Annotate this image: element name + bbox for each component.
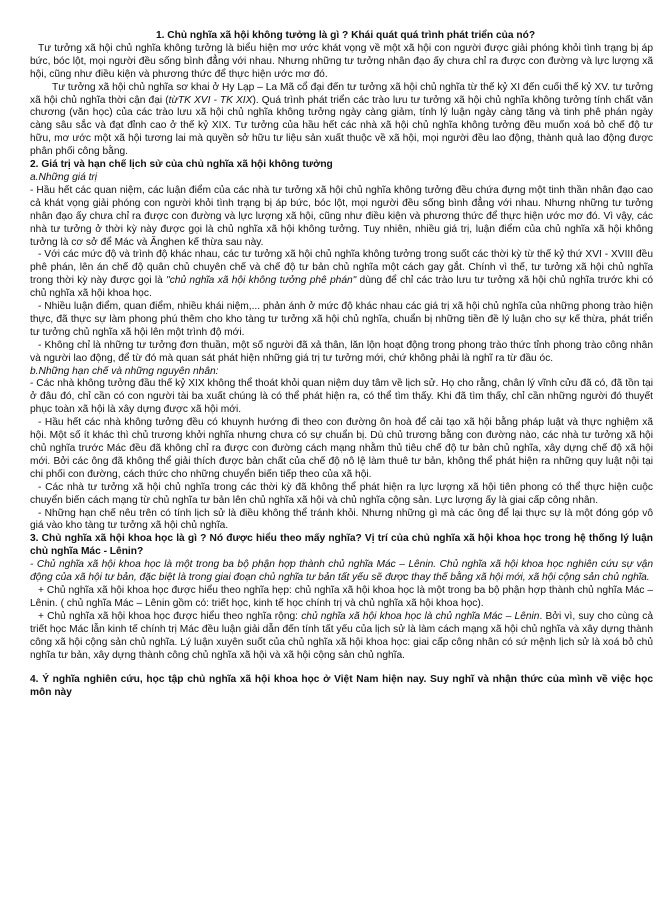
section-2-paragraph: - Hầu hết các nhà không tưởng đều có khuynh hướng đi theo con đường ôn hoà để cải tạo xã hội bằng pháp luật và thực nghiệm xã hội. Một số ít khác thì chủ trương khởi nghĩa nhưng chưa có sự chuẩn bị. Dù chủ trương bằng con đường nào, các nhà tư tưởng xã hội chủ nghĩa trước Mác đều đã không chỉ ra được con đường cách mạng nhằm thủ tiêu chế độ tư bản chủ nghĩa, xây dựng chế độ xã hội mới. Bởi các ông đã không thể giải thích được bản chất của chế độ nô lệ làm thuê tư bản, không thể phát hiện ra những quy luật nội tại chi phối con đường, cách thức cho những chuyển biến tiếp theo của xã hội. [30, 417, 653, 480]
section-3-paragraph: + Chủ nghĩa xã hội khoa học được hiểu theo nghĩa hẹp: chủ nghĩa xã hội khoa học là một trong ba bộ phận hợp thành chủ nghĩa Mác – Lênin. ( chủ nghĩa Mác – Lênin gồm có: triết học, kinh tế học chính trị và chủ nghĩa xã hội khoa học). [30, 584, 653, 609]
text-run: . Bởi vì, suy cho cùng cả triết học Mác lẫn kinh tế chính trị Mác đều luận giải dẫn đến tính tất yếu của lịch sử là làm cách mạng xã hội chủ nghĩa và xây dựng thành công xã hội cộng sản chủ nghĩa. Lý luận xuyên suốt của chủ nghĩa xã hội khoa học: giai cấp công nhân có sứ mệnh lịch sử là xoá bỏ chủ nghĩa tư bản, xây dựng thành công chủ nghĩa xã hội và xã hội cộng sản chủ nghĩa. [30, 610, 653, 661]
section-2-title: 2. Giá trị và hạn chế lịch sử của chủ nghĩa xã hội không tưởng [30, 159, 333, 171]
text-run: - Với các mức độ và trình độ khác nhau, các tư tưởng xã hội chủ nghĩa không tưởng trong suốt các thời kỳ từ thế kỷ thứ XVI - XVIII đều phê phán, lên án chế độ quân chủ chuyên chế và chế độ tư bản chủ nghĩa một cách gay gắt. Chính vì thế, tư tưởng xã hội chủ nghĩa trong thời kỳ này được gọi là [30, 249, 653, 287]
subsection-a-heading: a.Những giá trị [30, 171, 98, 183]
section-3-paragraph: - Chủ nghĩa xã hội khoa học là một trong ba bộ phận hợp thành chủ nghĩa Mác – Lênin. Chủ nghĩa xã hội khoa học nghiên cứu sự vận động của xã hội tư bản, đặc biệt là trong giai đoạn chủ nghĩa tư bản tất yếu sẽ được thay thế bằng xã hội mới, xã hội cộng sản chủ nghĩa. [30, 559, 653, 584]
italic-run: từTK XVI - TK XIX [168, 94, 253, 106]
section-2-paragraph: - Các nhà không tưởng đầu thế kỷ XIX không thể thoát khỏi quan niệm duy tâm về lịch sử. Họ cho rằng, chân lý vĩnh cửu đã có, đã tồn tại ở đâu đó, chỉ cần có con người tài ba xuất chúng là có thể phát hiện ra, có thể tìm thấy. Khi đã tìm thấy, chỉ cần những người đó thuyết phục toàn xã hội là xây dựng được xã hội mới. [30, 378, 653, 416]
section-3-paragraph [30, 611, 653, 663]
text-run: + Chủ nghĩa xã hội khoa học được hiểu theo nghĩa rộng: [38, 610, 302, 622]
section-3-title: 3. Chủ nghĩa xã hội khoa học là gì ? Nó được hiểu theo mấy nghĩa? Vị trí của chủ nghĩa xã hội khoa học trong hệ thống lý luận chủ nghĩa Mác - Lênin? [30, 533, 653, 558]
section-1-title: 1. Chủ nghĩa xã hội không tưởng là gì ? Khái quát quá trình phát triển của nó? [155, 30, 536, 41]
italic-run: chủ nghĩa xã hội khoa học là chủ nghĩa Mác – Lênin [301, 610, 540, 622]
section-2-paragraph: - Các nhà tư tưởng xã hội chủ nghĩa trong các thời kỳ đã không thể phát hiện ra lực lượng xã hội tiên phong có thể thực hiện cuộc chuyển biến cách mạng từ chủ nghĩa tư bản lên chủ nghĩa xã hội và chủ nghĩa cộng sản. Lực lượng ấy là giai cấp công nhân. [30, 481, 653, 506]
text-run: ). Quá trình phát triển các trào lưu tư tưởng xã hội chủ nghĩa không tưởng tính chất văn chương (văn học) của các trào lưu xã hội chủ nghĩa không tưởng ngày càng giảm, tính lý luận ngày càng tăng và tinh phê phán ngày càng sâu sắc và đạt đỉnh cao ở thế kỷ XIX. Tư tưởng của hầu hết các nhà xã hội chủ nghĩa không tưởng đều muốn xoá bỏ chế độ tư hữu, mơ ước một xã hội tương lai mà quyền sở hữu tư liệu sản xuất thuộc về xã hội, mọi người đều lao động, thành quả lao động được phân phối công bằng. [30, 94, 653, 158]
section-4-title: 4. Ý nghĩa nghiên cứu, học tập chủ nghĩa xã hội khoa học ở Việt Nam hiện nay. Suy nghĩ và nhận thức của mình về việc học môn này [30, 674, 653, 699]
text-run: dùng để chỉ các trào lưu tư tưởng xã hội chủ nghĩa trước khi có chủ nghĩa xã hội khoa học. [30, 275, 653, 300]
section-2-paragraph: - Nhiều luận điểm, quan điểm, nhiều khái niệm,... phản ánh ở mức độ khác nhau các giá trị xã hội chủ nghĩa của những phong trào hiện thực, đã thực sự làm phong phú thêm cho kho tàng tư tưởng xã hội chủ nghĩa, chuẩn bị những tiền đề lý luận cho sự kế thừa, phát triển tư tưởng chủ nghĩa xã hội lên một trình độ mới. [30, 301, 653, 338]
section-2-paragraph: - Những hạn chế nêu trên có tính lịch sử là điều không thể tránh khỏi. Nhưng những gì mà các ông để lại thực sự là một đóng góp vô giá vào kho tàng tư tưởng xã hội chủ nghĩa. [30, 507, 653, 532]
spacer [30, 662, 653, 674]
italic-run: "chủ nghĩa xã hội không tưởng phê phán" [166, 275, 357, 287]
section-2-paragraph: - Không chỉ là những tư tưởng đơn thuần, một số người đã xả thân, lăn lộn hoạt động trong phong trào thức tỉnh phong trào công nhân và người lao động, để từ đó mà quan sát phát hiện những giá trị tư tưởng mới, chứ không phải là nghĩ ra từ đầu óc. [30, 339, 653, 364]
text-run: Tư tưởng xã hội chủ nghĩa sơ khai ở Hy Lạp – La Mã cổ đại đến tư tưởng xã hội chủ nghĩa từ thế kỷ XI đến cuối thế kỷ XV. tư tưởng xã hội chủ nghĩa thời cận đại ( [30, 81, 653, 106]
section-2-paragraph: - Hầu hết các quan niệm, các luận điểm của các nhà tư tưởng xã hội chủ nghĩa không tưởng đều chứa đựng một tinh thần nhân đạo cao cả khát vọng giải phóng con người khỏi tình trạng bị áp bức, bóc lột, mọi người đều sống bình đẳng với nhau. Nhưng những tư tưởng nhân đạo ấy chưa chỉ ra được con đường và lực lượng xã hội, cũng như điều kiện và phương thức để thực hiện ước mơ đó. Vì vậy, các nhà tư tưởng ở thời kỳ này được gọi là chủ nghĩa xã hội không tưởng. Tuy nhiên, nhiều giá trị, luận điểm của chủ nghĩa xã hội không tưởng là cơ sở để Mác và Ănghen kế thừa sau này. [30, 184, 653, 248]
subsection-b-heading: b.Những hạn chế và những nguyên nhân: [30, 365, 219, 377]
section-2-paragraph [30, 249, 653, 301]
section-1-paragraph [30, 82, 653, 159]
section-1-paragraph: Tư tưởng xã hội chủ nghĩa không tưởng là biểu hiện mơ ước khát vọng về một xã hội con người được giải phóng khỏi tình trạng bị áp bức, bóc lột, mọi người đều sống bình đẳng với nhau. Nhưng những tư tưởng nhân đạo ấy chưa chỉ ra được con đường và lực lượng xã hội, cũng như điều kiện và phương thức để thực hiện ước mơ đó. [30, 42, 653, 80]
